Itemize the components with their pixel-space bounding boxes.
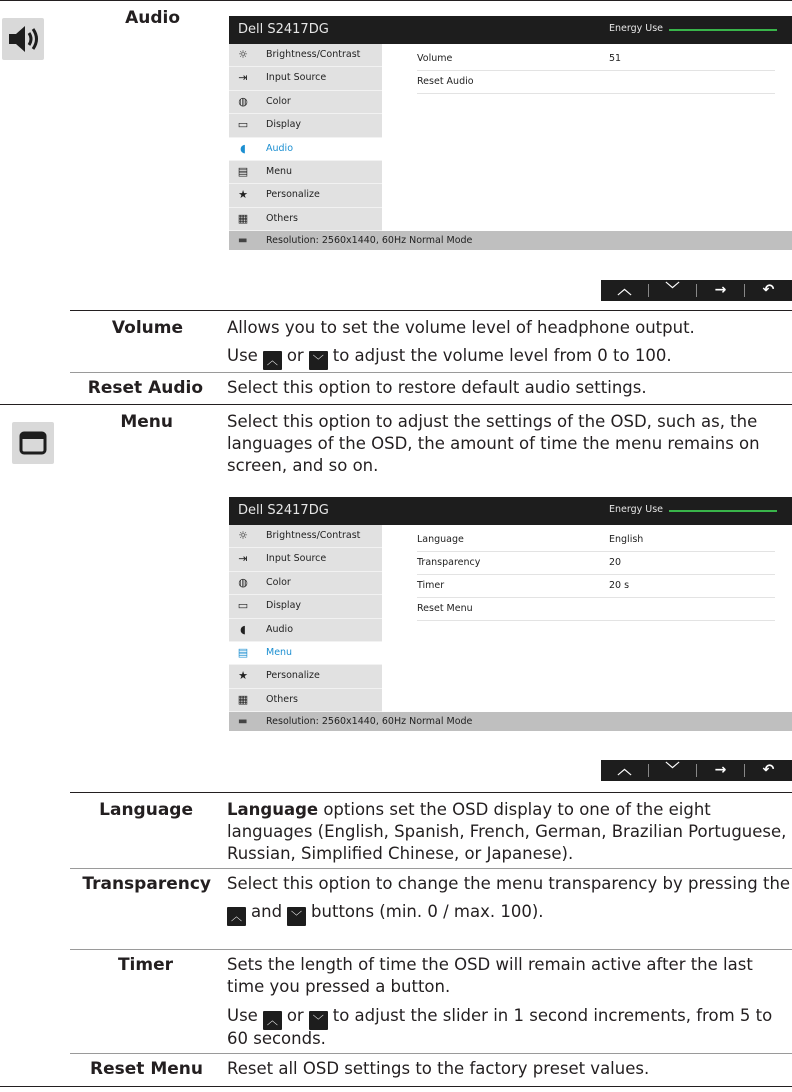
osd-menu-item[interactable]	[229, 642, 382, 665]
osd-menu-item[interactable]	[229, 91, 382, 114]
top-rule	[0, 0, 792, 1]
osd-menu-item[interactable]	[229, 619, 382, 642]
energy-use-label: Energy Use	[609, 23, 664, 34]
resolution-icon: ▬	[238, 235, 248, 246]
osd-setting-row[interactable]	[417, 575, 775, 598]
menu-section-title: Menu	[120, 412, 173, 432]
display-icon: ▭	[237, 599, 249, 613]
reset-menu-description: Reset all OSD settings to the factory preset values.	[227, 1059, 650, 1078]
transparency-description: Select this option to change the menu transparency by pressing the	[227, 874, 791, 893]
osd-menu-item-label: Display	[266, 600, 302, 612]
energy-use-bar	[669, 510, 777, 512]
osd-setting-row[interactable]	[417, 552, 775, 575]
osd-menu-item[interactable]	[229, 138, 382, 161]
down-button-icon: ﹀	[287, 907, 306, 926]
osd-menu-item-label: Brightness/Contrast	[266, 49, 361, 60]
osd-header	[229, 497, 792, 525]
osd-menu-item[interactable]	[229, 208, 382, 231]
osd-menu-item-label: Brightness/Contrast	[266, 530, 361, 541]
divider	[70, 372, 792, 373]
osd-setting-row[interactable]	[417, 48, 775, 71]
osd-resolution-text: Resolution: 2560x1440, 60Hz Normal Mode	[266, 235, 473, 246]
osd-menu-item-label: Audio	[266, 623, 294, 635]
nav-buttons-audio	[601, 280, 792, 301]
star-icon: ★	[238, 188, 248, 202]
osd-setting-name: Transparency	[417, 557, 481, 568]
down-arrow-icon[interactable]: ﹀	[665, 762, 680, 778]
osd-setting-name: Timer	[417, 580, 445, 591]
osd-menu-item[interactable]	[229, 689, 382, 712]
back-icon[interactable]: ↶	[762, 762, 775, 778]
audio-section-title: Audio	[125, 8, 180, 28]
divider	[0, 404, 792, 405]
osd-content-panel	[382, 44, 792, 231]
up-button-icon: ︿	[263, 351, 282, 370]
input-source-icon: ⇥	[238, 71, 248, 85]
energy-use-bar	[669, 29, 777, 31]
timer-description: Sets the length of time the OSD will remain active after the last time you pressed a button.	[227, 955, 753, 996]
audio-icon: ◖	[240, 622, 246, 636]
brightness-icon: ☼	[238, 529, 248, 542]
menu-icon: ▤	[237, 645, 249, 659]
osd-setting-value: English	[609, 534, 644, 545]
osd-menu-item-label: Display	[266, 119, 302, 131]
osd-menu-list	[229, 44, 382, 231]
osd-menu-item[interactable]	[229, 525, 382, 548]
menu-section-description: Select this option to adjust the settings of the OSD, such as, the languages of the OSD, the amount of time the menu remains on screen, and so on.	[227, 412, 760, 475]
osd-resolution-text: Resolution: 2560x1440, 60Hz Normal Mode	[266, 716, 473, 727]
osd-menu-item[interactable]	[229, 44, 382, 67]
osd-menu-item[interactable]	[229, 665, 382, 688]
osd-menu-item[interactable]	[229, 67, 382, 90]
osd-setting-name: Reset Audio	[417, 76, 474, 87]
osd-setting-name: Language	[417, 534, 464, 545]
up-arrow-icon[interactable]: ︿	[617, 282, 632, 298]
osd-menu-item-label: Menu	[266, 646, 293, 658]
color-icon: ◍	[238, 94, 248, 108]
osd-setting-row[interactable]	[417, 529, 775, 552]
others-icon: ▦	[237, 211, 249, 225]
timer-range-line: 60 seconds.	[227, 1029, 326, 1048]
volume-description: Allows you to set the volume level of headphone output.	[227, 318, 695, 337]
back-icon[interactable]: ↶	[762, 282, 775, 298]
osd-menu-item-label: Input Source	[266, 553, 327, 565]
brightness-icon: ☼	[238, 48, 248, 61]
down-button-icon: ﹀	[309, 1011, 328, 1030]
input-source-icon: ⇥	[238, 552, 248, 566]
osd-header	[229, 16, 792, 44]
osd-audio-screen	[229, 16, 792, 250]
osd-menu-item-label: Menu	[266, 165, 293, 177]
display-icon: ▭	[237, 118, 249, 132]
volume-use-line: Use ︿ or ﹀ to adjust the volume level from 0 to 100.	[227, 345, 792, 370]
osd-setting-name: Volume	[417, 53, 453, 64]
up-button-icon: ︿	[227, 907, 246, 926]
menu-icon: ▤	[237, 164, 249, 178]
osd-setting-value: 20	[609, 557, 622, 568]
transparency-buttons-line: ︿ and ﹀ buttons (min. 0 / max. 100).	[222, 901, 787, 926]
language-title: Language	[99, 800, 193, 820]
osd-menu-item-label: Color	[266, 576, 291, 588]
volume-title: Volume	[111, 318, 183, 338]
osd-setting-value: 20 s	[609, 580, 630, 591]
osd-menu-item-label: Others	[266, 212, 298, 224]
divider	[70, 868, 792, 869]
osd-menu-screen	[229, 497, 792, 731]
transparency-title: Transparency	[82, 874, 211, 894]
osd-model-title: Dell S2417DG	[238, 503, 329, 518]
nav-buttons-menu	[601, 760, 792, 781]
osd-setting-row[interactable]	[417, 598, 775, 621]
osd-menu-item-label: Others	[266, 693, 298, 705]
osd-setting-row[interactable]	[417, 71, 775, 94]
osd-content-panel	[382, 525, 792, 712]
osd-footer	[229, 231, 792, 250]
down-button-icon: ﹀	[309, 351, 328, 370]
osd-menu-item[interactable]	[229, 548, 382, 571]
right-arrow-icon[interactable]: →	[714, 282, 727, 298]
reset-audio-title: Reset Audio	[87, 378, 203, 398]
timer-title: Timer	[117, 955, 173, 975]
osd-footer	[229, 712, 792, 731]
divider	[70, 1053, 792, 1054]
osd-menu-list	[229, 525, 382, 712]
resolution-icon: ▬	[238, 716, 248, 727]
osd-setting-value: 51	[609, 53, 622, 64]
osd-menu-item-label: Color	[266, 95, 291, 107]
divider	[70, 310, 792, 311]
reset-audio-description: Select this option to restore default audio settings.	[227, 378, 647, 397]
osd-menu-item[interactable]	[229, 184, 382, 207]
osd-menu-item-label: Personalize	[266, 189, 320, 201]
divider	[70, 792, 792, 793]
osd-menu-item-label: Audio	[266, 142, 294, 154]
osd-setting-name: Reset Menu	[417, 603, 473, 614]
audio-icon: ◖	[240, 141, 246, 155]
osd-menu-item-label: Personalize	[266, 670, 320, 682]
osd-menu-item[interactable]	[229, 572, 382, 595]
color-icon: ◍	[238, 575, 248, 589]
osd-menu-item[interactable]	[229, 114, 382, 137]
osd-menu-item[interactable]	[229, 161, 382, 184]
language-description: Language options set the OSD display to one of the eight languages (English, Spanish, French, German, Brazilian Portuguese, Russian, Simplified Chinese, or Japanese).	[227, 800, 787, 863]
osd-menu-item-label: Input Source	[266, 72, 327, 84]
energy-use-label: Energy Use	[609, 504, 664, 515]
up-button-icon: ︿	[263, 1011, 282, 1030]
divider	[70, 949, 792, 950]
down-arrow-icon[interactable]: ﹀	[665, 282, 680, 298]
up-arrow-icon[interactable]: ︿	[617, 762, 632, 778]
osd-menu-item[interactable]	[229, 595, 382, 618]
reset-menu-title: Reset Menu	[90, 1059, 203, 1079]
bottom-rule	[0, 1086, 792, 1087]
timer-use-line: Use ︿ or ﹀ to adjust the slider in 1 second increments, from 5 to	[227, 1005, 792, 1030]
right-arrow-icon[interactable]: →	[714, 762, 727, 778]
star-icon: ★	[238, 669, 248, 683]
osd-model-title: Dell S2417DG	[238, 22, 329, 37]
others-icon: ▦	[237, 692, 249, 706]
